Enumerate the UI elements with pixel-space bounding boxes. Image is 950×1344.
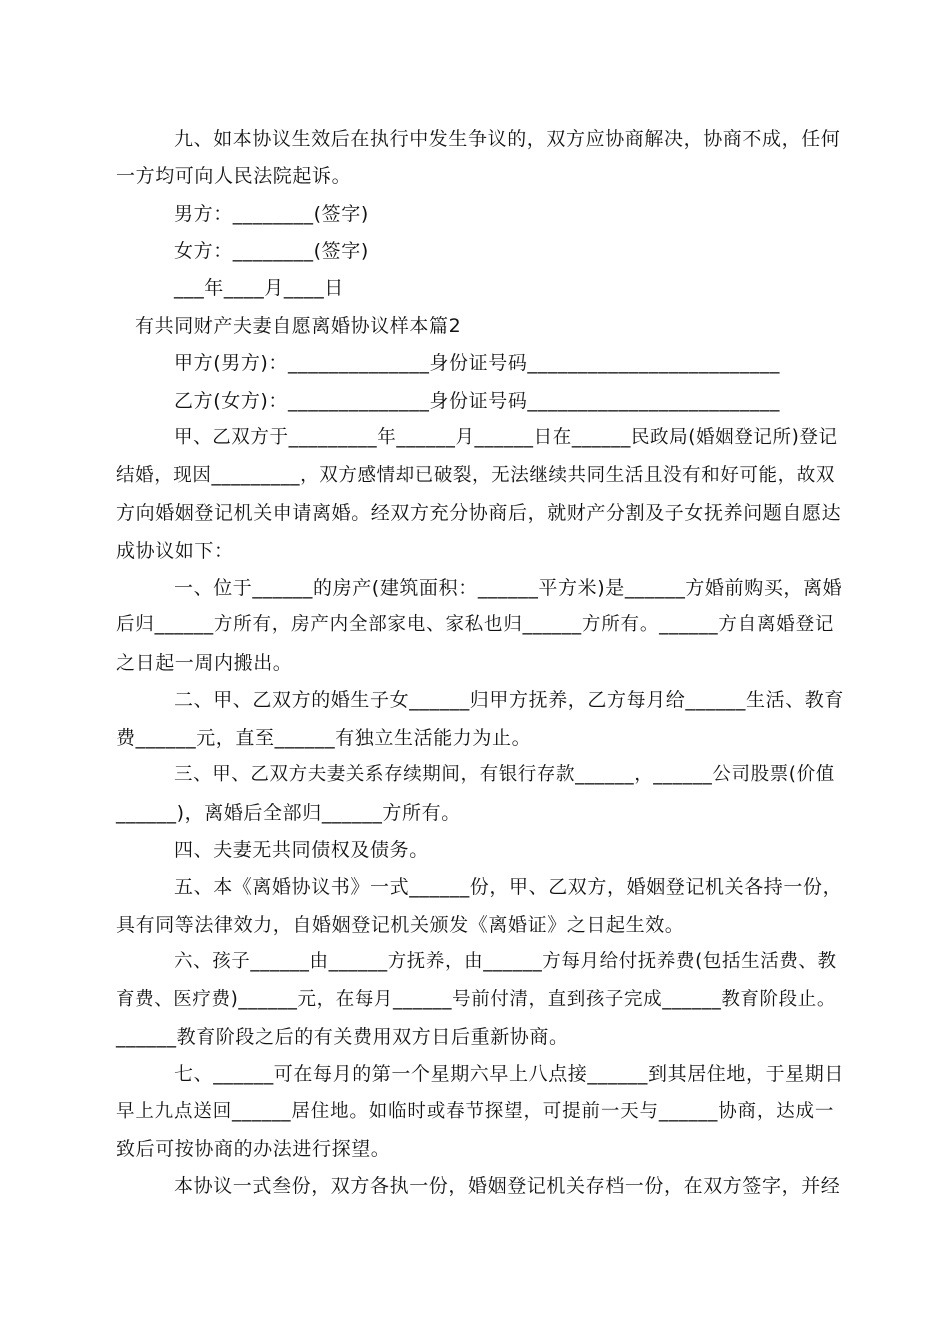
clause-6-line-2: 育费、医疗费)______元，在每月______号前付清，直到孩子完成______教育阶段止。 [116,989,836,1010]
clause-7-line-1: 七、______可在每月的第一个星期六早上八点接______到其居住地，于星期日 [174,1063,845,1085]
party-a-line: 甲方(男方)：______________身份证号码_________________________ [174,352,780,374]
clause-6-line-1: 六、孩子______由______方抚养，由______方每月给付抚养费(包括生活费、教 [174,951,837,972]
clause-7-line-3: 致后可按协商的办法进行探望。 [116,1138,391,1160]
clause-9-line-2: 一方均可向人民法院起诉。 [116,165,352,187]
intro-line-2: 结婚，现因_________，双方感情却已破裂，无法继续共同生活且没有和好可能，故双 [116,465,835,486]
clause-1-line-1: 一、位于______的房产(建筑面积：______平方米)是______方婚前购买，离婚 [174,577,843,599]
intro-line-4: 成协议如下： [116,540,234,562]
clause-1-line-3: 之日起一周内搬出。 [116,652,293,674]
clause-7-line-2: 早上九点送回______居住地。如临时或春节探望，可提前一天与______协商，达成一 [116,1101,834,1122]
clause-6-line-3: ______教育阶段之后的有关费用双方日后重新协商。 [116,1026,569,1048]
male-signature-line: 男方：________(签字) [174,203,369,225]
intro-line-1: 甲、乙双方于_________年______月______日在______民政局(婚姻登记所)登记 [174,427,838,448]
clause-3-line-2: ______)，离婚后全部归______方所有。 [116,802,461,824]
clause-4-line-1: 四、夫妻无共同债权及债务。 [174,839,429,861]
clause-1-line-2: 后归______方所有，房产内全部家电、家私也归______方所有。______方自离婚登记 [116,614,834,635]
date-line: ___年____月____日 [174,277,344,299]
clause-2-line-2: 费______元，直至______有独立生活能力为止。 [116,727,532,749]
clause-3-line-1: 三、甲、乙双方夫妻关系存续期间，有银行存款______，______公司股票(价值 [174,764,835,785]
clause-5-line-2: 具有同等法律效力，自婚姻登记机关颁发《离婚证》之日起生效。 [116,914,685,936]
clause-9-line-1: 九、如本协议生效后在执行中发生争议的，双方应协商解决，协商不成，任何 [174,128,841,150]
clause-5-line-1: 五、本《离婚协议书》一式______份，甲、乙双方，婚姻登记机关各持一份， [174,876,843,898]
section-title: 有共同财产夫妻自愿离婚协议样本篇2 [135,315,462,337]
closing-line-1: 本协议一式叁份，双方各执一份，婚姻登记机关存档一份，在双方签字，并经 [174,1175,841,1197]
female-signature-line: 女方：________(签字) [174,240,369,262]
clause-2-line-1: 二、甲、乙双方的婚生子女______归甲方抚养，乙方每月给______生活、教育 [174,689,845,711]
intro-line-3: 方向婚姻登记机关申请离婚。经双方充分协商后，就财产分割及子女抚养问题自愿达 [116,502,842,524]
party-b-line: 乙方(女方)：______________身份证号码_________________________ [174,390,780,412]
